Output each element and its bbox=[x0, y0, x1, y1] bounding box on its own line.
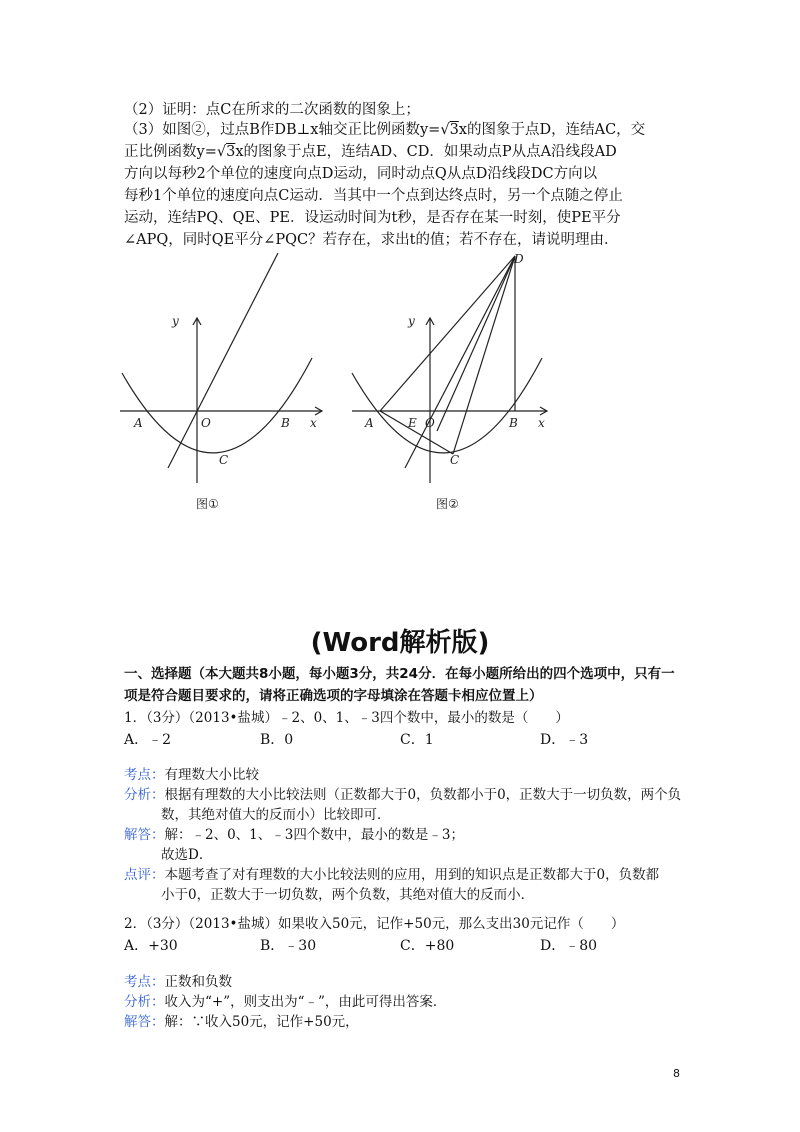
part3-line6: ∠APQ，同时QE平分∠PQC？若存在，求出t的值；若不存在，请说明理由． bbox=[124, 232, 619, 248]
q2-option-c: C．+80 bbox=[400, 938, 455, 954]
figure-2 bbox=[352, 256, 547, 483]
fig2-segment-ad bbox=[380, 256, 515, 411]
q2-kaodian: 考点：正数和负数 bbox=[124, 974, 232, 990]
figure-1 bbox=[120, 253, 322, 483]
fig1-label-c: C bbox=[219, 453, 229, 467]
q1-dianping-1: 点评：本题考查了对有理数的大小比较法则的应用，用到的知识点是正数都大于0，负数都 bbox=[124, 867, 660, 883]
fig2-label-c: C bbox=[450, 453, 460, 467]
q2-option-d: D．﹣80 bbox=[540, 938, 598, 954]
fig2-label-x: x bbox=[538, 416, 545, 430]
q1-kaodian: 考点：有理数大小比较 bbox=[124, 767, 259, 783]
q2-option-a: A．+30 bbox=[124, 938, 178, 954]
fig2-segment-dc bbox=[453, 256, 515, 454]
q1-option-a: A．﹣2 bbox=[124, 732, 172, 748]
q1-fenxi-2: 数，其绝对值大的反而小）比较即可． bbox=[161, 807, 391, 823]
q1-option-c: C．1 bbox=[400, 732, 434, 748]
fig2-caption: 图② bbox=[436, 497, 459, 511]
q1-option-b: B．0 bbox=[260, 732, 294, 748]
fig2-label-d: D bbox=[514, 252, 524, 266]
q1-jieda-2: 故选D． bbox=[161, 847, 213, 863]
page-title: (Word解析版) bbox=[310, 628, 490, 658]
fig1-label-y: y bbox=[172, 314, 179, 328]
fig2-label-y: y bbox=[408, 314, 415, 328]
fig2-label-a: A bbox=[365, 416, 374, 430]
part3-line1: （3）如图②，过点B作DB⊥x轴交正比例函数y=√3x的图象于点D，连结AC，交 bbox=[124, 122, 646, 138]
q1-fenxi-1: 分析：根据有理数的大小比较法则（正数都大于0，负数都小于0，正数大于一切负数，两个负 bbox=[124, 787, 682, 803]
q1-jieda-1: 解答：解：﹣2、0、1、﹣3四个数中，最小的数是﹣3； bbox=[124, 827, 464, 843]
fig2-parabola bbox=[352, 358, 542, 453]
q1-option-d: D．﹣3 bbox=[540, 732, 589, 748]
part2-text: （2）证明：点C在所求的二次函数的图象上； bbox=[124, 102, 420, 118]
q1-dianping-2: 小于0，正数大于一切负数，两个负数，其绝对值大的反而小． bbox=[161, 887, 535, 903]
page-number: 8 bbox=[673, 1067, 680, 1080]
fig2-label-b: B bbox=[509, 416, 518, 430]
q2-jieda: 解答：解：∵收入50元，记作+50元， bbox=[124, 1014, 359, 1030]
section-header-line1: 一、选择题（本大题共8小题，每小题3分，共24分．在每小题所给出的四个选项中，只有一 bbox=[124, 666, 675, 682]
fig1-label-x: x bbox=[310, 416, 317, 430]
fig1-label-b: B bbox=[281, 416, 290, 430]
fig2-label-o: O bbox=[425, 416, 435, 430]
part3-line3: 方向以每秒2个单位的速度向点D运动，同时动点Q从点D沿线段DC方向以 bbox=[124, 166, 598, 182]
section-header-line2: 项是符合题目要求的，请将正确选项的字母填涂在答题卡相应位置上） bbox=[124, 688, 543, 704]
fig1-line bbox=[168, 253, 278, 468]
q2-stem: 2．（3分）（2013•盐城）如果收入50元，记作+50元，那么支出30元记作（ ） bbox=[124, 916, 625, 932]
q1-stem: 1．（3分）（2013•盐城）﹣2、0、1、﹣3四个数中，最小的数是（ ） bbox=[124, 710, 569, 726]
part3-line4: 每秒1个单位的速度向点C运动．当其中一个点到达终点时，另一个点随之停止 bbox=[124, 188, 623, 204]
part3-line2: 正比例函数y=√3x的图象于点E，连结AD、CD．如果动点P从点A沿线段AD bbox=[124, 144, 617, 160]
fig2-label-e: E bbox=[408, 416, 417, 430]
part3-line5: 运动，连结PQ、QE、PE．设运动时间为t秒，是否存在某一时刻，使PE平分 bbox=[124, 210, 621, 226]
fig2-line-od bbox=[405, 256, 515, 468]
fig2-segment-ed bbox=[437, 256, 515, 431]
q2-option-b: B．﹣30 bbox=[260, 938, 317, 954]
q2-fenxi: 分析：收入为“+”，则支出为“﹣”，由此可得出答案． bbox=[124, 994, 447, 1010]
fig1-label-o: O bbox=[201, 416, 211, 430]
fig1-caption: 图① bbox=[196, 497, 219, 511]
geometry-figures bbox=[110, 248, 560, 518]
fig1-label-a: A bbox=[134, 416, 143, 430]
